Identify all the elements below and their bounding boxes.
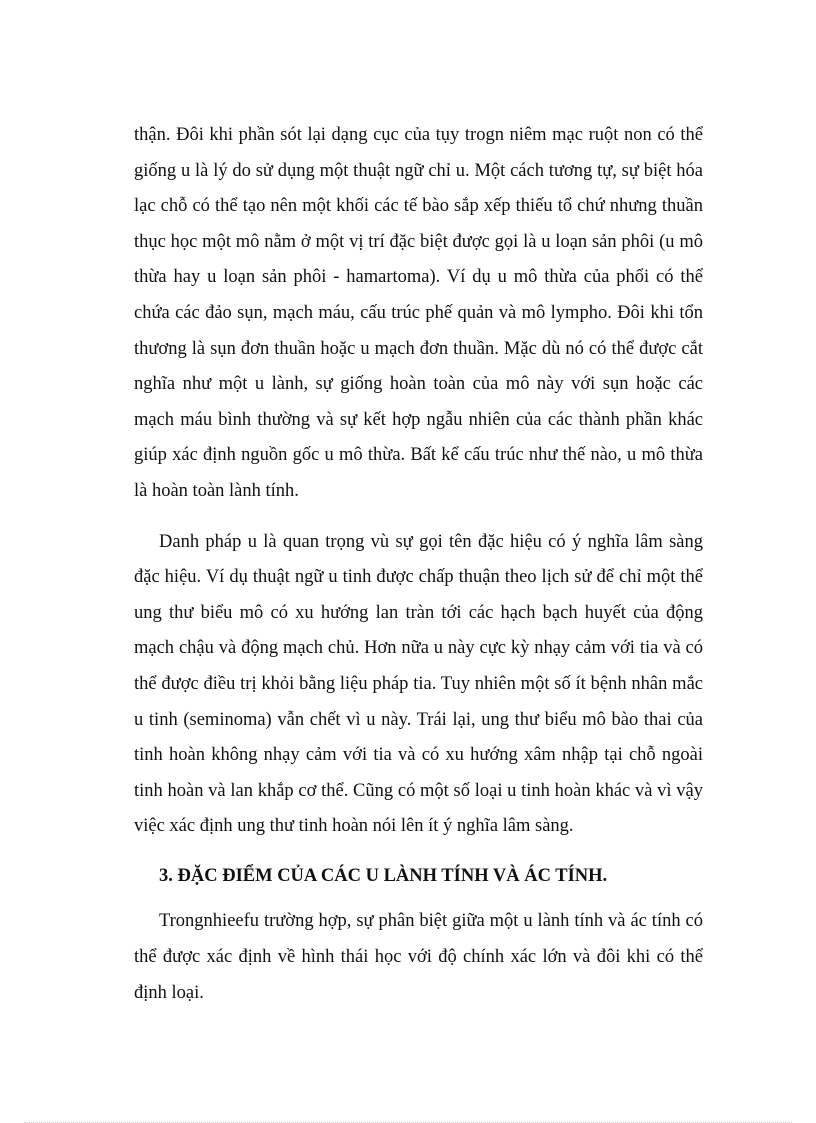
- section-heading: 3. ĐẶC ĐIỂM CỦA CÁC U LÀNH TÍNH VÀ ÁC TÍNH.: [159, 865, 608, 886]
- paragraph-tumor-nomenclature: Danh pháp u là quan trọng vù sự gọi tên đặc hiệu có ý nghĩa lâm sàng đặc hiệu. Ví dụ thuật ngữ u tinh được chấp thuận theo lịch sử để chỉ một thể ung thư biểu mô có xu hướng lan tràn tới các hạch bạch huyết của động mạch chậu và động mạch chủ. Hơn nữa u này cực kỳ nhạy cảm với tia và có thể được điều trị khỏi bằng liệu pháp tia. Tuy nhiên một số ít bệnh nhân mắc u tinh (seminoma) vẫn chết vì u này. Trái lại, ung thư biểu mô bào thai của tinh hoàn không nhạy cảm với tia và có xu hướng xâm nhập tại chỗ ngoài tinh hoàn và lan khắp cơ thể. Cũng có một số loại u tinh hoàn khác và vì vậy việc xác định ung thư tinh hoàn nói lên ít ý nghĩa lâm sàng.: [134, 531, 703, 837]
- paragraph-hamartoma: thận. Đôi khi phần sót lại dạng cục của tụy trogn niêm mạc ruột non có thể giống u là lý do sử dụng một thuật ngữ chỉ u. Một cách tương tự, sự biệt hóa lạc chỗ có thể tạo nên một khối các tế bào sắp xếp thiếu tổ chứ nhưng thuần thục học một mô nằm ở một vị trí đặc biệt được gọi là u loạn sản phôi (u mô thừa hay u loạn sản phôi - hamartoma). Ví dụ u mô thừa của phổi có thể chứa các đảo sụn, mạch máu, cấu trúc phế quản và mô lympho. Đôi khi tổn thương là sụn đơn thuần hoặc u mạch đơn thuần. Mặc dù nó có thể được cắt nghĩa như một u lành, sự giống hoàn toàn của mô này với sụn hoặc các mạch máu bình thường và sự kết hợp ngẫu nhiên của các thành phần khác giúp xác định nguồn gốc u mô thừa. Bất kể cấu trúc như thế nào, u mô thừa là hoàn toàn lành tính.: [134, 125, 703, 501]
- page-body: [134, 118, 703, 1011]
- paragraph-benign-malignant: Trongnhieefu trường hợp, sự phân biệt giữa một u lành tính và ác tính có thể được xác định về hình thái học với độ chính xác lớn và đôi khi có thể định loại.: [134, 911, 703, 1003]
